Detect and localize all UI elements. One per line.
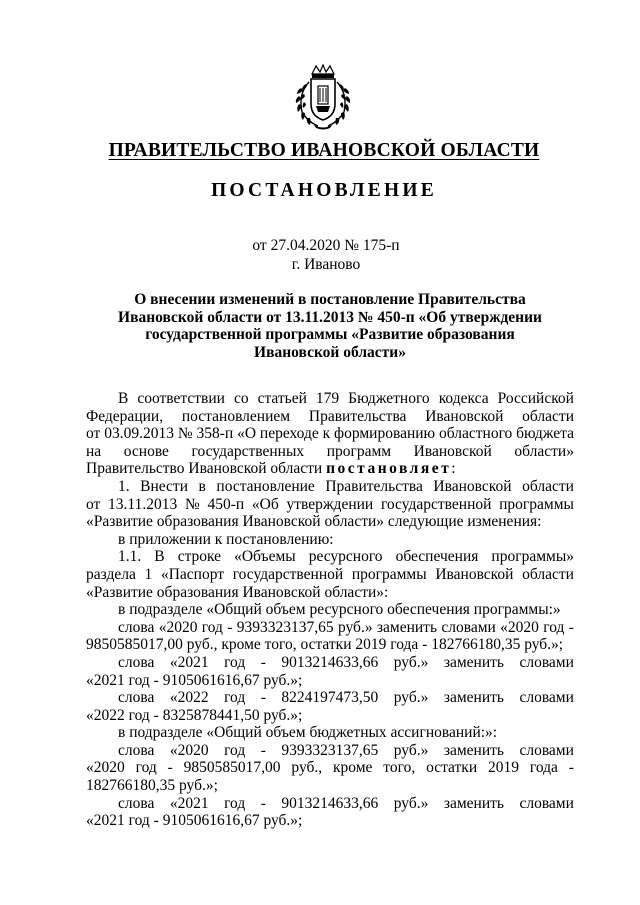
body-word: 9850585017,00: [183, 759, 281, 777]
body-word: 1.: [118, 477, 130, 495]
body-word: Внести: [140, 477, 189, 495]
body-word: 13.11.2013: [108, 495, 178, 513]
body-word: -: [167, 759, 173, 777]
body-word: заменить: [443, 741, 504, 759]
subject-line: государственной программы «Развитие образования: [145, 326, 515, 343]
body-word: областного: [439, 425, 513, 443]
body-word: заменить: [376, 618, 438, 636]
body-line: в подразделе «Общий объем бюджетных ассигнований:»:: [118, 724, 498, 742]
body-word: переходе: [259, 425, 319, 443]
body-word: года: [529, 759, 558, 777]
body-word: программы: [351, 565, 427, 583]
document-subject: [86, 291, 574, 361]
body-word: обеспечения: [395, 548, 479, 566]
body-line: [86, 759, 574, 777]
body-line: «2022 год - 8325878441,50 руб.»;: [86, 706, 303, 724]
body-word: формированию: [334, 425, 436, 443]
subject-line: Ивановской области от 13.11.2013 № 450-п «Об утверждении: [118, 308, 542, 326]
body-word: словами: [519, 653, 574, 671]
body-word: 450-п: [207, 495, 245, 513]
body-word: год: [543, 618, 565, 636]
body-word: статьей: [257, 390, 307, 407]
body-word: словами: [519, 689, 574, 707]
body-line: [86, 548, 574, 566]
body-word: -: [227, 618, 233, 636]
body-line: [86, 654, 574, 672]
body-word: год: [224, 741, 246, 759]
body-word: области: [522, 407, 574, 425]
body-line: «2021 год - 9105061616,67 руб.»;: [86, 812, 303, 830]
body-word: соответствии: [137, 390, 225, 407]
body-word: год: [201, 618, 223, 636]
document-body: [86, 390, 574, 830]
body-word: слова: [118, 653, 155, 671]
body-word: строке: [177, 548, 222, 566]
body-line: [86, 742, 574, 760]
body-word: слова: [118, 794, 155, 812]
body-word: 358-п: [196, 425, 234, 443]
body-word: Ивановской: [435, 565, 514, 583]
body-word: бюджета: [516, 425, 574, 443]
body-word: руб.»: [393, 741, 429, 759]
body-word: остатки: [426, 759, 478, 777]
body-word: «2020: [158, 618, 198, 636]
body-word: №: [177, 425, 193, 443]
body-line: [86, 425, 574, 443]
body-word: Ивановской: [425, 407, 504, 425]
body-word: «2022: [169, 689, 209, 707]
body-word: области: [522, 477, 574, 495]
body-word: «Паспорт: [160, 565, 225, 583]
body-word: области»: [514, 442, 574, 460]
body-word: Федерации,: [86, 407, 164, 425]
body-word: -: [568, 618, 574, 636]
body-word: Российской: [497, 390, 574, 407]
body-word: руб.»: [337, 618, 373, 636]
body-word: основе: [123, 442, 169, 460]
body-word: слова: [118, 741, 155, 759]
body-word: раздела: [86, 565, 136, 583]
body-word: 1: [144, 565, 153, 583]
body-line: [86, 390, 574, 408]
body-word: -: [260, 689, 266, 707]
document-city: г. Иваново: [291, 256, 361, 273]
body-word: «Объемы: [234, 548, 296, 566]
body-word: В: [118, 390, 129, 407]
body-word: 2019: [488, 759, 519, 777]
body-word: «2020: [86, 759, 125, 777]
body-word: 9393323137,65: [236, 618, 334, 636]
body-word: утверждении: [286, 495, 374, 513]
body-word: -: [568, 759, 574, 777]
body-line: [86, 496, 574, 514]
government-title: ПРАВИТЕЛЬСТВО ИВАНОВСКОЙ ОБЛАСТИ: [108, 140, 540, 161]
body-word: 1.1.: [118, 548, 142, 566]
body-word: Ивановской: [433, 477, 512, 495]
body-word: руб.»: [393, 689, 429, 707]
body-word: руб.»: [393, 794, 429, 812]
body-word: кроме: [333, 759, 373, 777]
resolution-verb: постановляет: [326, 460, 452, 478]
body-word: словами: [441, 618, 496, 636]
body-word: того,: [383, 759, 416, 777]
body-word: «2020: [169, 741, 209, 759]
coat-of-arms-icon: [292, 64, 354, 130]
body-line: [86, 443, 574, 461]
body-word: ресурсного: [308, 548, 383, 566]
body-line: «2021 год - 9105061616,67 руб.»;: [86, 671, 303, 689]
body-line: «Развитие образования Ивановской области»:: [86, 583, 389, 601]
body-word: №: [184, 495, 200, 513]
body-word: программы»: [491, 548, 574, 566]
body-word: области: [522, 565, 574, 583]
body-word: постановление: [216, 477, 315, 495]
body-line: в подразделе «Общий объем ресурсного обеспечения программы:»: [118, 601, 561, 619]
body-word: год: [224, 653, 246, 671]
body-text: Правительство Ивановской области: [86, 460, 327, 478]
body-word: «2021: [169, 653, 209, 671]
body-word: словами: [519, 741, 574, 759]
body-word: от: [86, 425, 101, 443]
body-word: Ивановской: [413, 442, 492, 460]
body-word: «О: [237, 425, 257, 443]
body-word: «2020: [500, 618, 539, 636]
body-word: руб.»: [393, 653, 429, 671]
document-date-number: от 27.04.2020 № 175-п: [252, 237, 400, 254]
body-line: 9850585017,00 руб., кроме того, остатки 2019 года - 182766180,35 руб.»;: [86, 636, 564, 654]
body-word: заменить: [443, 653, 504, 671]
body-word: программы: [499, 495, 574, 513]
body-word: руб.,: [291, 759, 323, 777]
body-word: заменить: [443, 794, 504, 812]
body-word: к: [322, 425, 331, 443]
body-word: 9393323137,65: [281, 741, 379, 759]
body-line: [86, 566, 574, 584]
subject-line: Ивановской области»: [254, 343, 406, 361]
body-line: [86, 478, 574, 496]
body-word: заменить: [443, 689, 504, 707]
body-word: слова: [118, 689, 155, 707]
body-text: :: [451, 460, 456, 478]
body-word: 179: [315, 390, 340, 407]
body-word: «2021: [169, 794, 209, 812]
body-line: 182766180,35 руб.»;: [86, 777, 218, 795]
body-line: «Развитие образования Ивановской области» следующие изменения:: [86, 513, 542, 531]
body-line: [86, 795, 574, 813]
body-word: постановлением: [181, 407, 291, 425]
body-line: [86, 619, 574, 637]
body-word: -: [260, 741, 266, 759]
body-word: Правительства: [308, 407, 407, 425]
body-word: государственной: [380, 495, 492, 513]
body-word: год: [224, 689, 246, 707]
body-word: от: [86, 495, 101, 513]
body-word: 8224197473,50: [281, 689, 379, 707]
body-line: [86, 408, 574, 426]
body-word: государственной: [232, 565, 344, 583]
body-word: год: [224, 794, 246, 812]
body-word: в: [198, 477, 206, 495]
body-word: «Об: [251, 495, 279, 513]
body-word: 9013214633,66: [281, 653, 379, 671]
body-word: программ: [326, 442, 392, 460]
body-word: словами: [519, 794, 574, 812]
body-word: 9013214633,66: [281, 794, 379, 812]
body-word: 03.09.2013: [104, 425, 174, 443]
body-line: в приложении к постановлению:: [118, 530, 334, 548]
body-word: Бюджетного: [348, 390, 430, 407]
body-line: [86, 460, 574, 478]
document-kind-title: ПОСТАНОВЛЕНИЕ: [211, 180, 437, 201]
body-word: -: [260, 794, 266, 812]
body-word: -: [260, 653, 266, 671]
subject-line: О внесении изменений в постановление Правительства: [134, 291, 526, 308]
body-line: [86, 689, 574, 707]
body-word: год: [135, 759, 157, 777]
body-word: Правительства: [325, 477, 423, 495]
body-word: со: [233, 390, 249, 407]
body-word: кодекса: [438, 390, 489, 407]
body-word: слова: [118, 618, 155, 636]
body-word: В: [154, 548, 165, 566]
body-word: государственных: [191, 442, 305, 460]
body-word: на: [86, 442, 102, 460]
